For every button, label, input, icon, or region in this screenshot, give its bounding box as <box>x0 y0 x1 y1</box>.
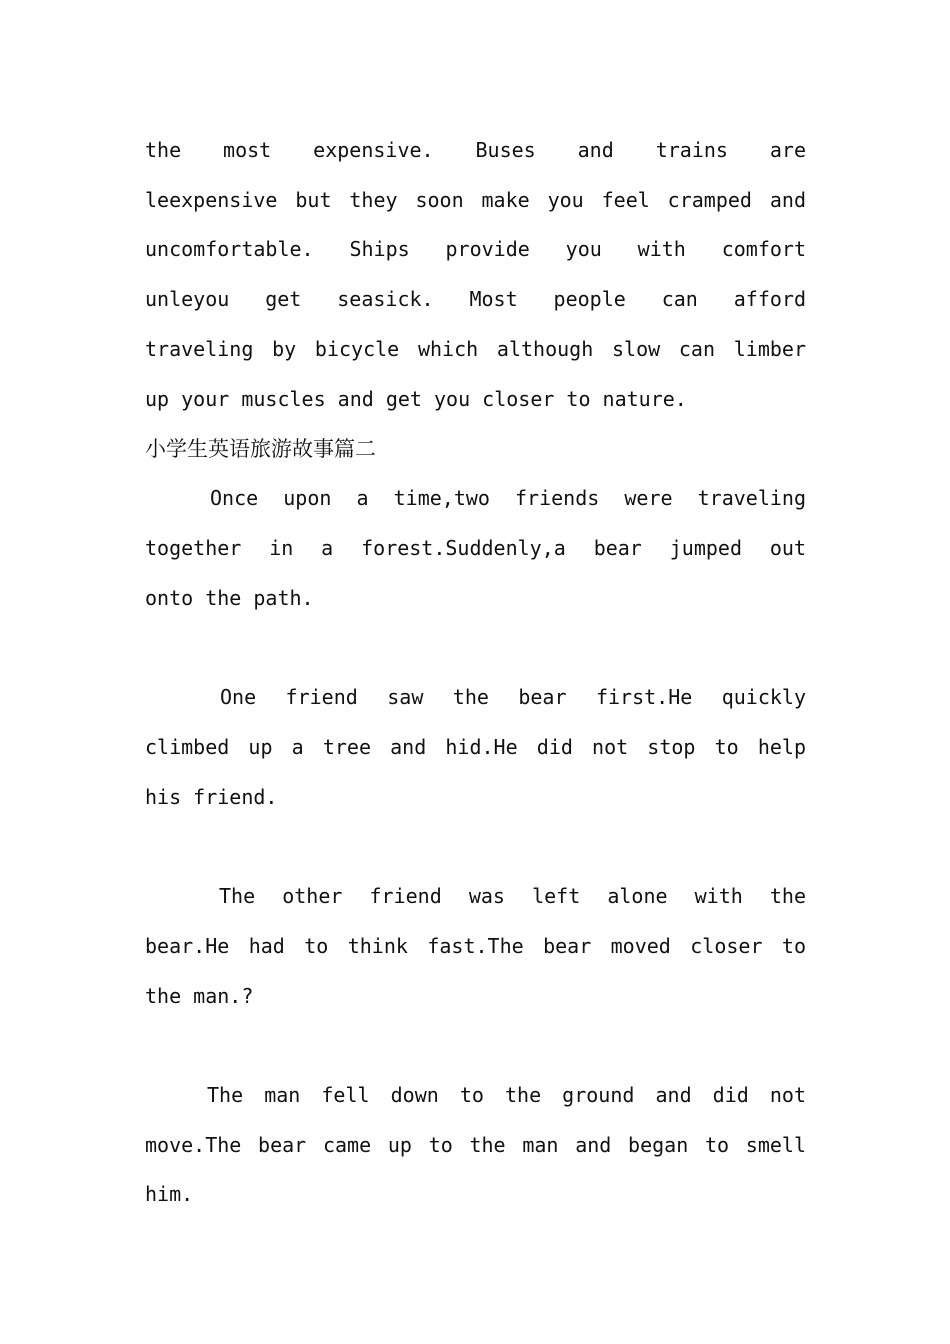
paragraph-3-line-1: One friend saw the bear first.He quickly <box>220 685 806 709</box>
paragraph-5-line-2: move.The bear came up to the man and began to smell <box>145 1133 806 1157</box>
paragraph-2-line-3: onto the path. <box>145 586 314 610</box>
paragraph-1-line-3: uncomfortable. Ships provide you with comfort <box>145 237 806 261</box>
paragraph-4-line-3: the man.? <box>145 984 254 1008</box>
paragraph-4-line-1: The other friend was left alone with the <box>219 884 806 908</box>
paragraph-5-line-3: him. <box>145 1182 194 1206</box>
paragraph-3-line-3: his friend. <box>145 785 278 809</box>
paragraph-1-line-1: the most expensive. Buses and trains are <box>145 138 806 162</box>
paragraph-1-line-5: traveling by bicycle which although slow can limber <box>145 337 806 361</box>
paragraph-1-line-2: leexpensive but they soon make you feel cramped and <box>145 188 806 212</box>
paragraph-3-line-2: climbed up a tree and hid.He did not stop to help <box>145 735 806 759</box>
paragraph-2-line-2: together in a forest.Suddenly,a bear jumped out <box>145 536 806 560</box>
paragraph-5-line-1: The man fell down to the ground and did not <box>207 1083 806 1107</box>
section-heading: 小学生英语旅游故事篇二 <box>145 437 376 461</box>
paragraph-2-line-1: Once upon a time,two friends were traveling <box>210 486 806 510</box>
paragraph-4-line-2: bear.He had to think fast.The bear moved closer to <box>145 934 806 958</box>
paragraph-1-line-6: up your muscles and get you closer to nature. <box>145 387 687 411</box>
paragraph-1-line-4: unleyou get seasick. Most people can afford <box>145 287 806 311</box>
